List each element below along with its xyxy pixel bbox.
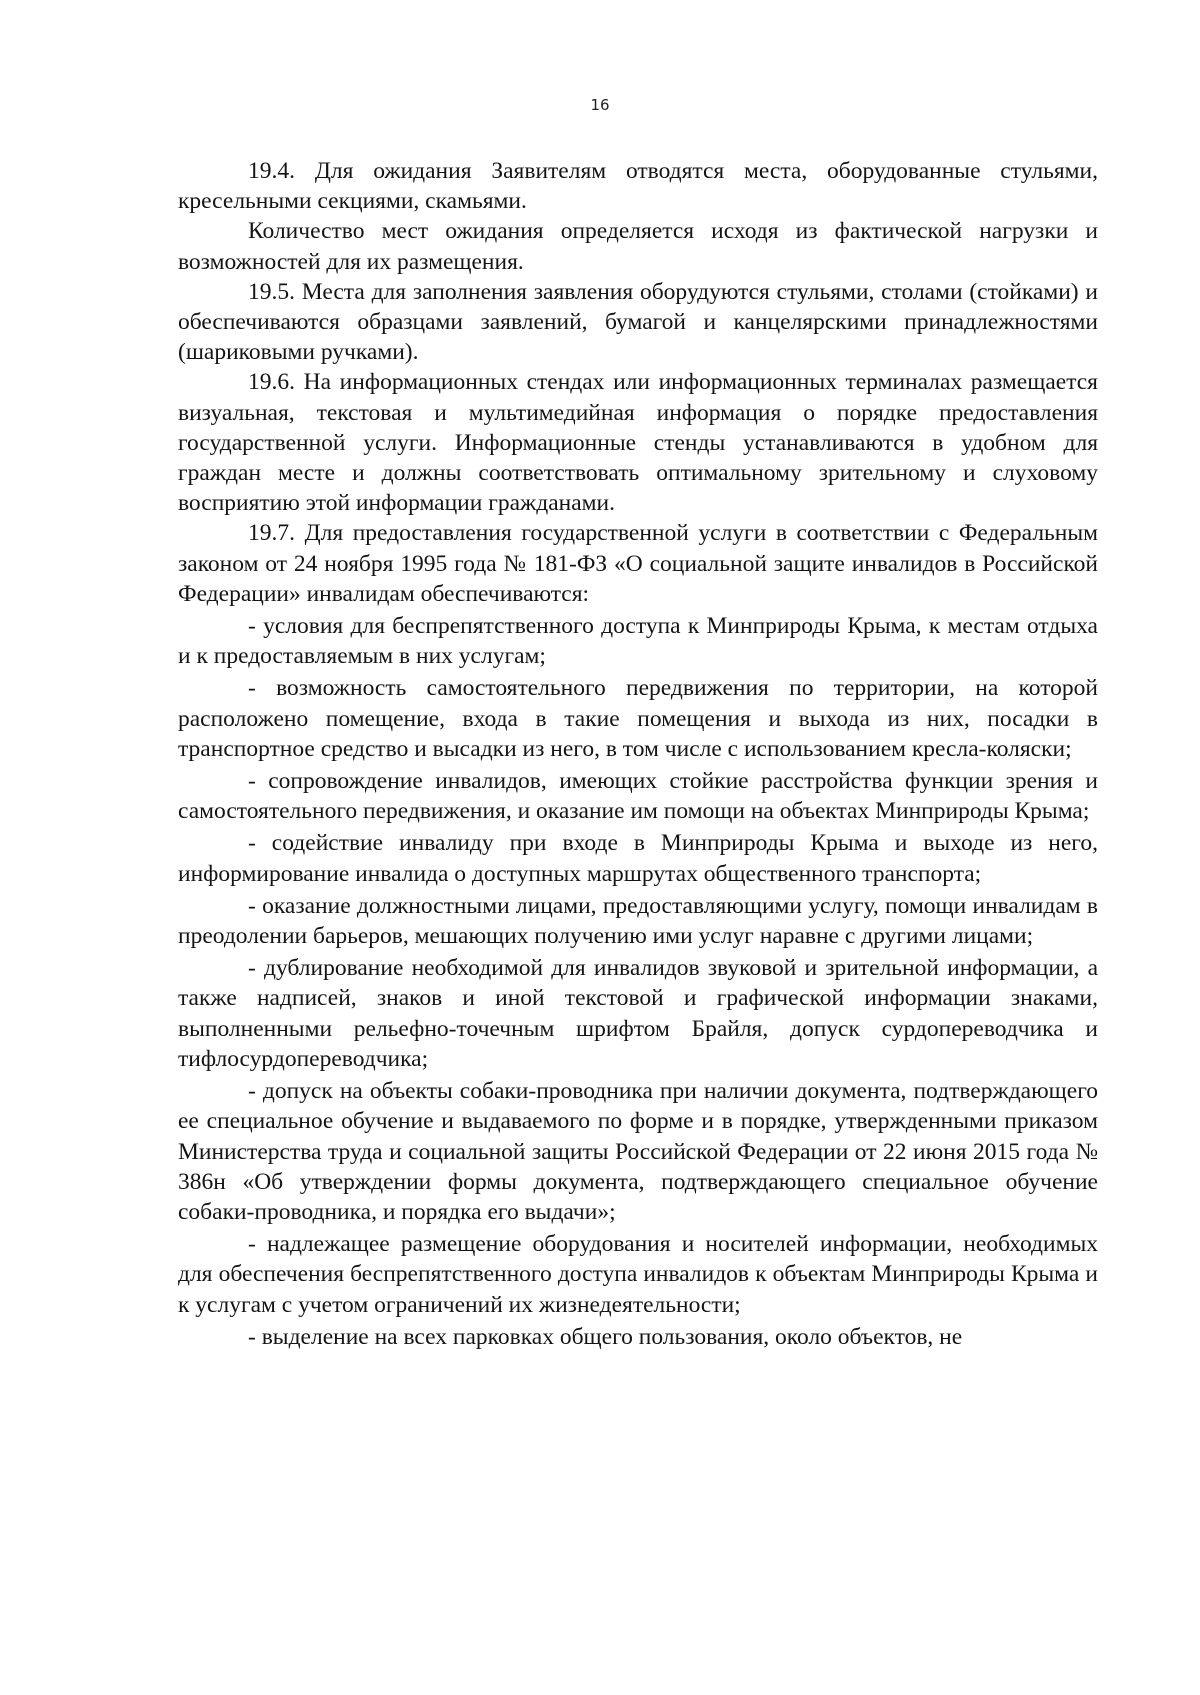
list-item: - сопровождение инвалидов, имеющих стойкие расстройства функции зрения и самостоятельного передвижения, и оказание им помощи на объектах Минприроды Крыма; (178, 768, 1098, 825)
paragraph-19-6: 19.6. На информационных стендах или информационных терминалах размещается визуальная, текстовая и мультимедийная информация о порядке предоставления государственной услуги. Информационные стенды устанавливаются в удобном для граждан месте и должны соответствовать оптимальному зрительному и слуховому восприятию этой информации гражданами. (178, 369, 1098, 517)
list-item: - возможность самостоятельного передвижения по территории, на которой расположено помещение, входа в такие помещения и выхода из них, посадки в транспортное средство и высадки из него, в том числе с использованием кресла-коляски; (178, 675, 1098, 762)
paragraph-19-4: 19.4. Для ожидания Заявителям отводятся места, оборудованные стульями, кресельными секциями, скамьями. (178, 158, 1098, 215)
paragraph-19-5: 19.5. Места для заполнения заявления оборудуются стульями, столами (стойками) и обеспечиваются образцами заявлений, бумагой и канцелярскими принадлежностями (шариковыми ручками). (178, 278, 1098, 366)
list-item: - надлежащее размещение оборудования и носителей информации, необходимых для обеспечения беспрепятственного доступа инвалидов к объектам Минприроды Крыма и к услугам с учетом ограничений их жизнедеятельности; (178, 1231, 1098, 1318)
list-item: - содействие инвалиду при входе в Минприроды Крыма и выходе из него, информирование инвалида о доступных маршрутах общественного транспорта; (178, 830, 1098, 887)
list-item: - условия для беспрепятственного доступа к Минприроды Крыма, к местам отдыха и к предоставляемым в них услугам; (178, 613, 1098, 670)
document-body (178, 156, 1098, 1352)
list-item: - допуск на объекты собаки-проводника при наличии документа, подтверждающего ее специальное обучение и выдаваемого по форме и в порядке, утвержденными приказом Министерства труда и социальной защиты Российской Федерации от 22 июня 2015 года № 386н «Об утверждении формы документа, подтверждающего специальное обучение собаки-проводника, и порядка его выдачи»; (178, 1078, 1098, 1225)
list-item: - дублирование необходимой для инвалидов звуковой и зрительной информации, а также надписей, знаков и иной текстовой и графической информации знаками, выполненными рельефно-точечным шрифтом Брайля, допуск сурдопереводчика и тифлосурдопереводчика; (178, 955, 1098, 1072)
list-item: - оказание должностными лицами, предоставляющими услугу, помощи инвалидам в преодолении барьеров, мешающих получению ими услуг наравне с другими лицами; (178, 892, 1098, 950)
paragraph-19-7: 19.7. Для предоставления государственной услуги в соответствии с Федеральным законом от 24 ноября 1995 года № 181-ФЗ «О социальной защите инвалидов в Российской Федерации» инвалидам обеспечиваются: (178, 520, 1098, 607)
list-item: - выделение на всех парковках общего пользования, около объектов, не (248, 1323, 963, 1350)
paragraph-waiting-places-count: Количество мест ожидания определяется исходя из фактической нагрузки и возможностей для их размещения. (178, 218, 1098, 275)
page-number: 16 (590, 96, 610, 114)
